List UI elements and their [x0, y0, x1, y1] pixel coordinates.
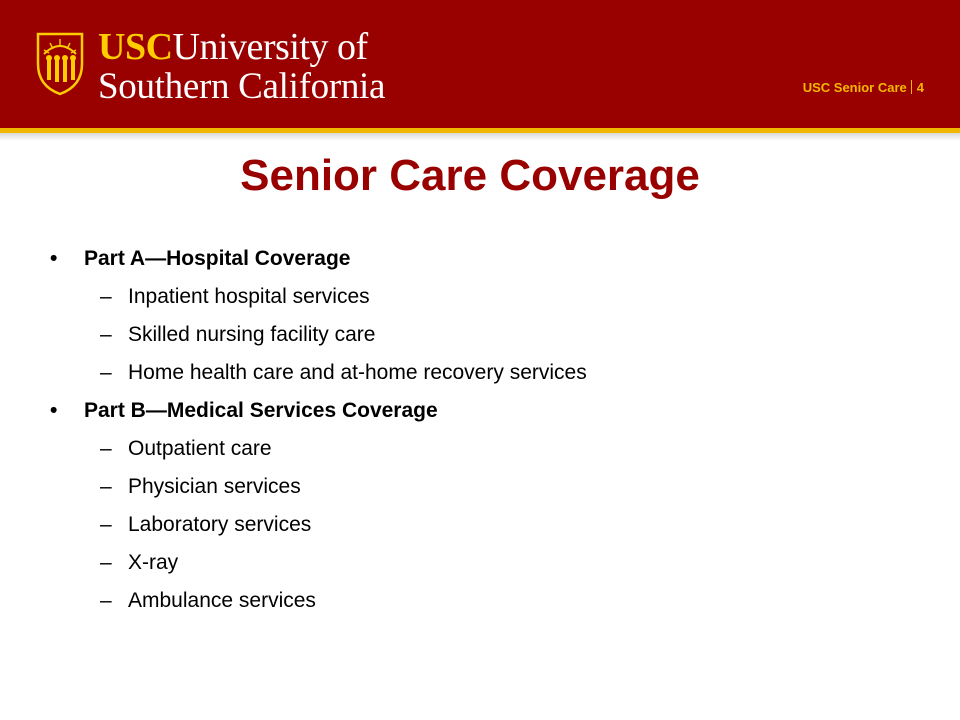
- sub-item-text: Laboratory services: [128, 513, 312, 536]
- usc-seal-icon: [34, 30, 86, 96]
- dash-icon: –: [100, 437, 112, 460]
- sub-item-text: Home health care and at-home recovery services: [128, 361, 587, 384]
- sub-item: [44, 582, 924, 620]
- sub-item-text: Inpatient hospital services: [128, 285, 370, 308]
- slide-footer: [803, 80, 924, 95]
- dash-icon: –: [100, 589, 112, 612]
- sub-item-text: Physician services: [128, 475, 301, 498]
- bullet-part-a: [44, 240, 924, 278]
- dash-icon: –: [100, 475, 112, 498]
- dash-icon: –: [100, 285, 112, 308]
- dash-icon: –: [100, 323, 112, 346]
- sub-item-text: X-ray: [128, 551, 179, 574]
- bullet-icon: •: [50, 399, 58, 422]
- sub-item: [44, 278, 924, 316]
- dash-icon: –: [100, 513, 112, 536]
- dash-icon: –: [100, 361, 112, 384]
- bullet-list: [44, 240, 924, 620]
- sub-item: [44, 468, 924, 506]
- sub-item: [44, 430, 924, 468]
- sub-item-text: Outpatient care: [128, 437, 272, 460]
- sub-item-text: Skilled nursing facility care: [128, 323, 376, 346]
- wordmark-usc: USC: [98, 26, 173, 68]
- slide-title: Senior Care Coverage: [240, 151, 700, 200]
- sub-item-text: Ambulance services: [128, 589, 316, 612]
- sub-item: [44, 506, 924, 544]
- footer-label: USC Senior Care: [802, 80, 907, 95]
- sub-item: [44, 544, 924, 582]
- bullet-label: Part A—Hospital Coverage: [84, 247, 351, 270]
- sub-item: [44, 354, 924, 392]
- rule-shadow: [0, 133, 960, 141]
- bullet-icon: •: [50, 247, 58, 270]
- sub-item: [44, 316, 924, 354]
- wordmark-line1: [98, 28, 385, 66]
- wordmark-university: University of: [172, 26, 368, 68]
- bullet-label: Part B—Medical Services Coverage: [84, 399, 438, 422]
- usc-logo: [30, 22, 386, 107]
- bullet-part-b: [44, 392, 924, 430]
- usc-wordmark: [98, 28, 385, 105]
- wordmark-line2: Southern California: [98, 66, 386, 107]
- dash-icon: –: [100, 551, 112, 574]
- footer-separator: [911, 80, 912, 94]
- header-band: [0, 0, 960, 128]
- page-number: 4: [916, 80, 924, 95]
